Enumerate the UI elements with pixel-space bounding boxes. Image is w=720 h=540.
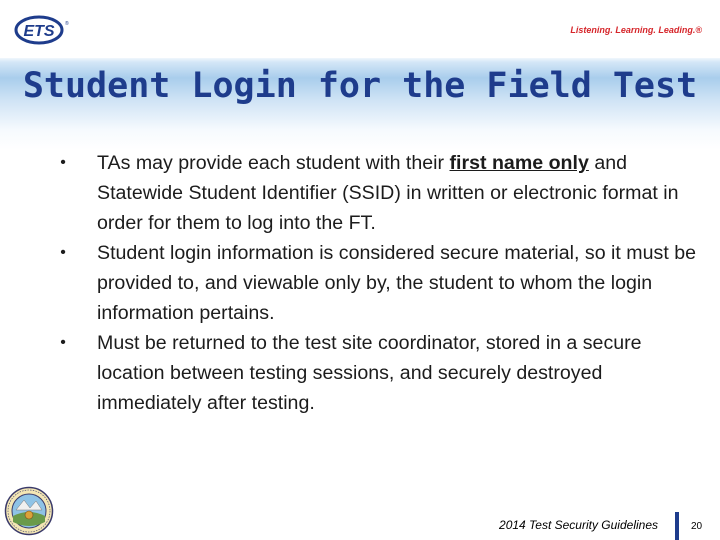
header-bar xyxy=(0,0,720,58)
slide-title: Student Login for the Field Test xyxy=(22,66,698,106)
bullet-text: Must be returned to the test site coordinator, stored in a secure location between testing sessions, and securely destroyed immediately after testing. xyxy=(97,332,642,414)
bullet-marker: • xyxy=(60,334,66,351)
page-number: 20 xyxy=(691,521,703,532)
bullet-marker: • xyxy=(60,154,66,171)
tagline: Listening. Learning. Leading.® xyxy=(570,25,702,35)
bullet-text-tail: and Statewide Student Identifier (SSID) in written or electronic format in order for them to log into the FT. xyxy=(97,152,679,234)
footer-divider xyxy=(675,512,679,540)
bullet-emphasis: first name only xyxy=(449,152,589,174)
ets-logo-icon xyxy=(14,15,70,45)
bullet-item xyxy=(56,328,706,418)
bullet-item xyxy=(56,148,706,238)
bullet-item xyxy=(56,238,706,328)
bullet-text: Student login information is considered secure material, so it must be provided to, and viewable only by, the student to whom the login information pertains. xyxy=(97,242,696,324)
logo-text: ETS xyxy=(23,23,55,40)
footer-text: 2014 Test Security Guidelines xyxy=(499,518,658,532)
bullet-marker: • xyxy=(60,244,66,261)
bullet-list xyxy=(56,148,706,418)
state-seal-icon xyxy=(4,486,54,536)
bullet-text: TAs may provide each student with their xyxy=(97,152,450,174)
svg-text:®: ® xyxy=(65,21,69,27)
